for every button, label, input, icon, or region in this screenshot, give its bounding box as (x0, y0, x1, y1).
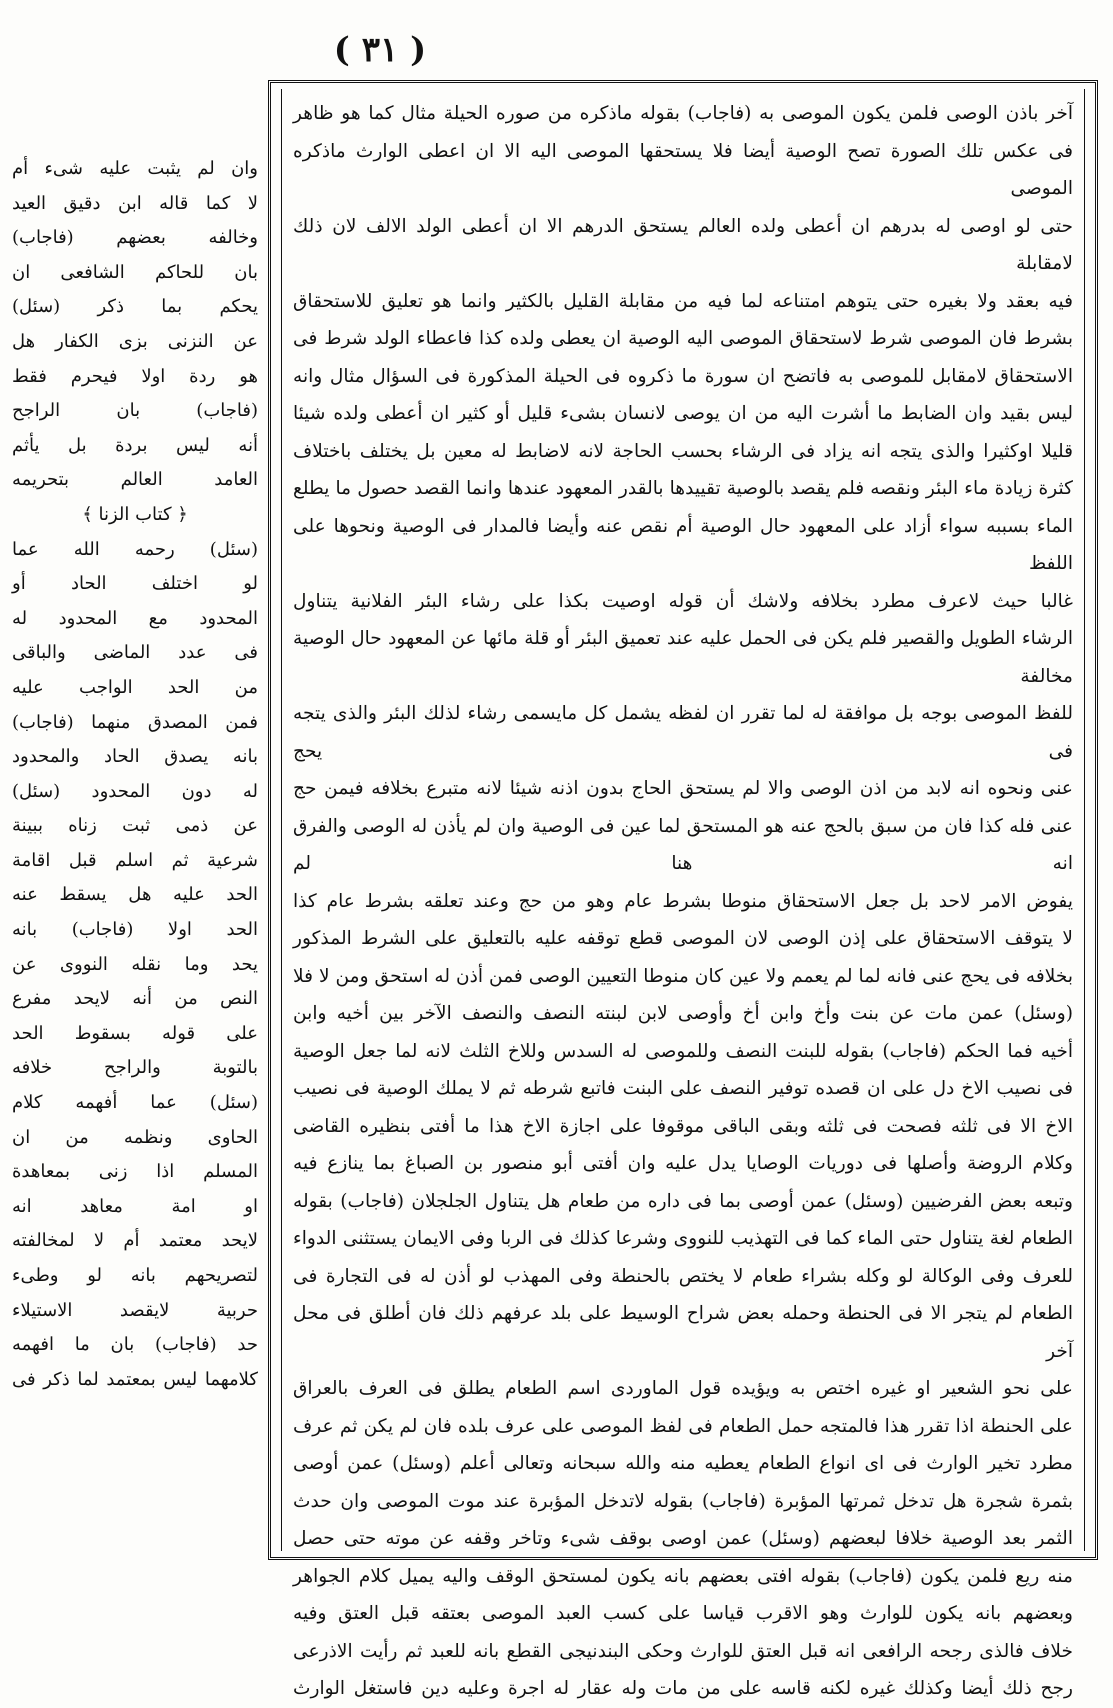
margin-text-line: له دون المحدود (سئل) (12, 780, 258, 802)
margin-text-line: يحكم بما ذكر (سئل) (12, 296, 258, 318)
margin-text-line: كلامهما ليس بمعتمد لما ذكر فى (12, 1368, 258, 1390)
main-text-line: الرشاء الطويل والقصير فلم يكن فى الحمل عليه عند تعميق البئر أو قلة مائها عن المعهود حال الوصية مخالفة (293, 628, 1073, 687)
main-text-line: حتى لو اوصى له بدرهم ان أعطى ولده العالم يستحق الدرهم الا ان أعطى الولد الالف لان ذلك لامقابلة (293, 215, 1073, 274)
main-text-line: فى نصيب الاخ دل على ان قصده توفير النصف على البنت فاتبع شرطه ثم لا يملك الوصية فى نصيب (293, 1078, 1073, 1099)
margin-text-line: (سئل) عما أفهمه كلام (12, 1092, 258, 1114)
margin-text-line: الحاوى ونظمه من ان (12, 1126, 258, 1148)
main-text-line: فيه بعقد ولا بغيره حتى يتوهم امتناعه لما فيه من مقابلة القليل بالكثير وانما هو تعليق للاستحقاق (293, 290, 1073, 312)
main-text-line: الثمر بعد الوصية خلافا لبعضهم (وسئل) عمن اوصى بوقف شىء وتاخر وقفه عن موته حتى حصل (293, 1528, 1073, 1549)
main-text-line: على نحو الشعير او غيره اختص به ويؤيده قول الماوردى اسم الطعام يطلق فى العرف بالعراق (293, 1378, 1073, 1399)
main-text-line: رجح ذلك أيضا وكذلك غيره لكنه قاسه على من مات وله عقار له اجرة وعليه دين فاستغل الوارث (293, 1678, 1073, 1699)
margin-text-line: بالتوبة والراجح خلافه (12, 1057, 258, 1079)
page-number: ( ٣١ ) (333, 30, 427, 70)
main-text-line: كثرة زيادة ماء البئر ونقصه فلم يقصد بالوصية تقييدها بالقدر المعهود عندها وانما القصد حصول ما يطلع (293, 478, 1073, 499)
margin-text-line: او امة معاهد انه (12, 1195, 258, 1217)
main-text-line: منه ريع فلمن يكون (فاجاب) بقوله افتى بعضهم بانه يكون لمستحق الوقف واليه يميل كلام الجواهر (293, 1565, 1073, 1587)
margin-text-line: لو اختلف الحاد أو (12, 573, 258, 595)
main-text-line: الطعام لم يتجر الا فى الحنطة وحمله بعض شراح الوسيط على بلد عرفهم ذلك فان أطلق فى محل آخر (293, 1303, 1073, 1362)
margin-text-line: فى عدد الماضى والباقى (12, 642, 258, 664)
main-text-line: خلاف فالذى رجحه الرافعى انه قبل العتق للوارث وحكى البندنيجى القطع بانه للعبد ثم رأيت الاذرعى (293, 1640, 1073, 1662)
main-text-line: للفظ الموصى بوجه بل موافقة له لما تقرر ان لفظه يشمل كل مايسمى رشاء لذلك البئر والذى يتجه فى يحج (293, 703, 1073, 762)
main-text-line: وتبعه بعض الفرضيين (وسئل) عمن أوصى بما فى داره من طعام هل يتناول الجلجلان (فاجاب) بقوله (293, 1190, 1073, 1212)
margin-text-line: أنه ليس بردة بل يأثم (12, 434, 258, 456)
margin-text-line: عن ذمى ثبت زناه ببينة (12, 815, 258, 837)
main-text-line: للعرف وفى الوكالة لو وكله بشراء طعام لا يختص بالحنطة وفى المهذب لو أذن له فى التجارة فى (293, 1265, 1073, 1287)
margin-text-line: بانه يصدق الحاد والمحدود (12, 746, 258, 768)
main-text-line: فى عكس تلك الصورة تصح الوصية أيضا فلا يستحقها الموصى اليه الا ان اعطى الوارث ماذكره الموصى (293, 140, 1073, 199)
main-text-line: وكلام الروضة وأصلها فى دوريات الوصايا يدل عليه وان أفتى أبو منصور بن الصباغ بما ينازع فيه (293, 1153, 1073, 1174)
margin-text-line: الحد عليه هل يسقط عنه (12, 884, 258, 906)
main-text-line: الماء بسببه سواء أزاد على المعهود حال الوصية أم نقص عنه وأيضا فالمدار فى الوصية ونحوها على اللفظ (293, 515, 1073, 574)
main-text-line: أخيه فما الحكم (فاجاب) بقوله للبنت النصف وللموصى له السدس وللاخ الثلث لانه لما جعل الوصية (293, 1040, 1073, 1062)
main-text-frame (268, 80, 1098, 1699)
main-text-line: بثمرة شجرة هل تدخل ثمرتها المؤبرة (فاجاب) بقوله لاتدخل المؤبرة عند موت الموصى وان حدث (293, 1490, 1073, 1512)
margin-text-line: النص من أنه لايحد مفرع (12, 988, 258, 1010)
main-text-line: وبعضهم بانه يكون للوارث وهو الاقرب قياسا على كسب العبد الموصى بعتقه قبل العتق وفيه (293, 1603, 1073, 1624)
margin-text-line: شرعية ثم اسلم قبل اقامة (12, 849, 258, 871)
margin-text-line: من الحد الواجب عليه (12, 676, 258, 698)
main-text-line: ليس بقيد وان الضابط ما أشرت اليه من ان يوصى لانسان بشىء قليل أو كثير ان أعطى ولده شيئا (293, 403, 1073, 424)
margin-text-line: لتصريحهم بانه لو وطىء (12, 1265, 258, 1286)
main-text-line: يفوض الامر لاحد بل جعل الاستحقاق منوطا بشرط عام وهو من حج وعند تعلقه بشرط عام كذا (293, 890, 1073, 912)
margin-text-line: (فاجاب) بان الراجح (12, 400, 258, 422)
margin-text-line: الحد اولا (فاجاب) بانه (12, 919, 258, 941)
margin-text-line: وان لم يثبت عليه شىء أم (12, 158, 258, 179)
margin-text-line: لا كما قاله ابن دقيق العيد (12, 192, 258, 214)
main-text-line: بشرط فان الموصى شرط لاستحقاق الموصى اليه الوصية ان يعطى ولده كذا فاعطاء الولد شرط فى (293, 328, 1073, 349)
margin-text-line: لايحد معتمد أم لا لمخالفته (12, 1230, 258, 1252)
main-text-line: آخر باذن الوصى فلمن يكون الموصى به (فاجاب) بقوله ماذكره من صوره الحيلة مثال كما هو ظاهر (293, 103, 1073, 124)
margin-text-line: ﴿ كتاب الزنا ﴾ (82, 503, 188, 525)
margin-text-line: هو ردة اولا فيحرم فقط (12, 365, 258, 387)
main-text-line: قليلا اوكثيرا والذى يتجه انه يزاد فى الرشاء بحسب الحاجة لانه لاضابط له معين بل يختلف باختلاف (293, 440, 1073, 462)
main-text-line: (وسئل) عمن مات عن بنت وأخ وابن أخ وأوصى لابن لبنته النصف والنصف الآخر بين أخيه وابن (293, 1003, 1073, 1024)
main-text-line: عنى ونحوه انه لابد من اذن الوصى والا لم يستحق الحاج بدون اذنه شيئا لانه متبرع بخلافه فيمن حج (293, 778, 1073, 799)
margin-text-line: يحد وما نقله النووى عن (12, 953, 258, 975)
main-text-line: الاستحقاق لامقابل للموصى به فاتضح ان سورة ما ذكروه فى الحيلة المذكورة فى السؤال مثال وانه (293, 365, 1073, 387)
margin-text-line: وخالفه بعضهم (فاجاب) (12, 227, 258, 249)
margin-text-line: عن النزنى بزى الكفار هل (12, 330, 258, 352)
main-text-line: الطعام لغة يتناول حتى الماء كما فى التهذيب للنووى وشرعا كذلك فى الربا وفى الايمان يستثنى الدواء (293, 1228, 1073, 1249)
margin-text-line: (سئل) رحمه الله عما (12, 538, 258, 560)
margin-text-line: بان للحاكم الشافعى ان (12, 261, 258, 283)
main-text-line: مطرد تخير الوارث فى اى انواع الطعام يعطيه منه والله سبحانه وتعالى أعلم (وسئل) عمن أوصى (293, 1453, 1073, 1474)
main-text-line: بخلافه فى يحج عنى فانه لما لم يعمم ولا عين كان منوطا التعيين الوصى فمن أذن له استحق ومن لا فلا (293, 965, 1073, 987)
margin-text-line: حد (فاجاب) بان ما افهمه (12, 1334, 258, 1356)
main-text-line: لا يتوقف الاستحقاق على إذن الوصى لان الموصى قطع توقفه عليه بالتعليق على الشرط المذكور (293, 928, 1073, 949)
main-text-line: عنى فله كذا فان من سبق بالحج عنه هو المستحق لما عين فى الوصية وان لم يأذن له الوصى والفرق انه هنا لم (293, 815, 1073, 874)
main-text-line: غالبا حيث لاعرف مطرد بخلافه ولاشك أن قوله اوصيت بكذا على رشاء البئر الفلانية يتناول (293, 590, 1073, 612)
margin-text-line: المحدود مع المحدود له (12, 607, 258, 629)
margin-text-line: حربية لايقصد الاستيلاء (12, 1299, 258, 1321)
margin-text-line: العامد العالم بتحريمه (12, 469, 258, 491)
margin-text-line: المسلم اذا زنى بمعاهدة (12, 1161, 258, 1183)
main-text-line: الاخ الا فى ثلثه فصحت فى ثلثه وبقى الباقى موقوفا على اجازة الاخ هذا ما أفتى بنظيره القاضى (293, 1115, 1073, 1137)
margin-text-line: على قوله بسقوط الحد (12, 1022, 258, 1044)
main-text-body (293, 95, 1073, 1708)
margin-commentary (12, 152, 258, 1397)
main-text-line: على الحنطة اذا تقرر هذا فالمتجه حمل الطعام فى لفظ الموصى على عرف بلده فان لم يكن ثم عرف (293, 1415, 1073, 1437)
margin-text-line: فمن المصدق منهما (فاجاب) (12, 711, 258, 733)
